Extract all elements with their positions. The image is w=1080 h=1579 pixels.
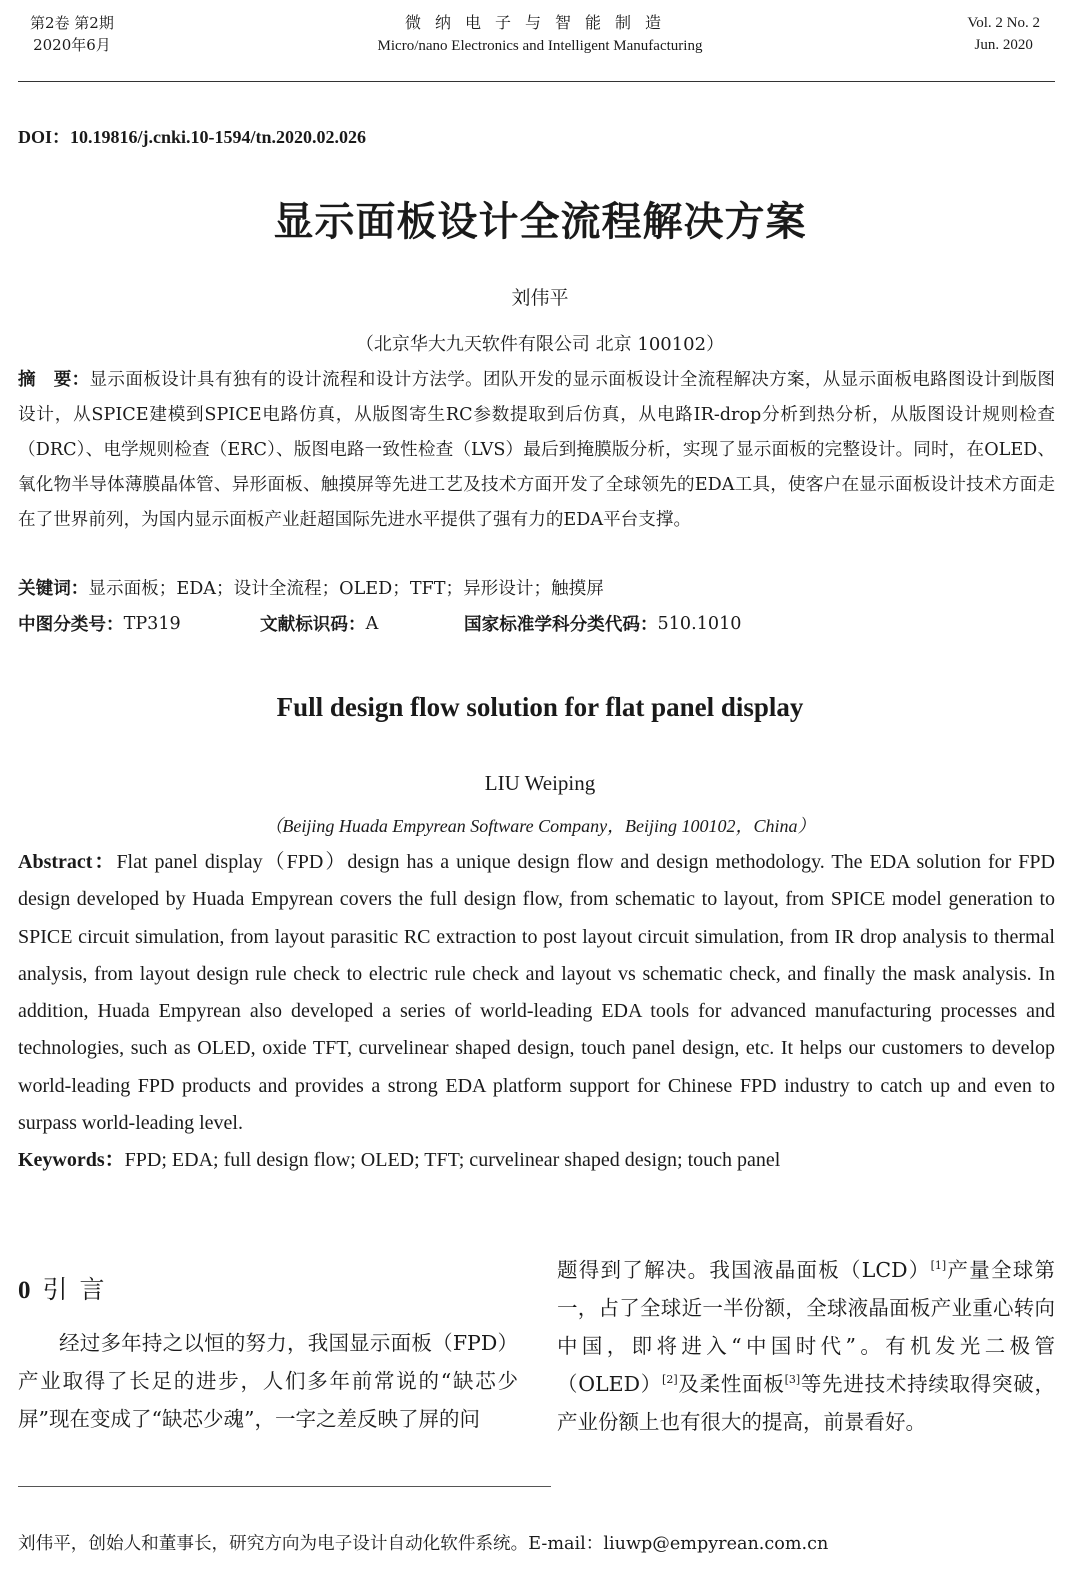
section-heading <box>18 1270 117 1306</box>
keywords-en <box>18 1142 1055 1179</box>
section-number: 0 <box>18 1277 31 1304</box>
abstract-en <box>18 844 1055 1142</box>
classification-row <box>18 607 1055 642</box>
body-right-part4: 等先进技术持续取得突破，产业份额上也有很大的提高，前景看好。 <box>557 1372 1056 1434</box>
body-right-part2: 产量全球第一，占了全球近一半份额，全球液晶面板产业重心转向中国，即将进入“中国时代”。有机发光二极管（OLED） <box>557 1258 1056 1396</box>
header-volume-block <box>30 12 114 56</box>
doc-label: 文献标识码： <box>260 614 366 635</box>
subject-code <box>464 607 742 643</box>
doc-code <box>260 607 379 643</box>
subject-label: 国家标准学科分类代码： <box>464 614 658 635</box>
author-cn: 刘伟平 <box>511 287 569 309</box>
keywords-cn-text: 显示面板；EDA；设计全流程；OLED；TFT；异形设计；触摸屏 <box>88 579 604 599</box>
affiliation-en: （Beijing Huada Empyrean Software Company，Beijing 100102，China） <box>264 816 816 836</box>
abstract-en-text: Flat panel display（FPD）design has a unique design flow and design methodology. The EDA solution for FPD design developed by Huada Empyrean covers the full design flow, from schematic to layout, from SPICE model generation to SPICE circuit simulation, from layout parasitic RC extraction to post layout circuit simulation, from IR drop analysis to thermal analysis, from layout design rule check to electric rule check and layout vs schematic check, and finally the mask analysis. In addition, Huada Empyrean also developed a series of world-leading EDA tools for advanced manufacturing processes and technologies, such as OLED, oxide TFT, curvelinear shaped design, touch panel design, etc. It helps our customers to develop world-leading FPD products and provides a strong EDA platform support for Chinese FPD industry to catch up and even to surpass world-leading level. <box>18 851 1055 1135</box>
body-right-column <box>557 1251 1055 1441</box>
clc-label: 中图分类号： <box>18 614 124 635</box>
keywords-cn <box>18 571 604 607</box>
keywords-cn-label: 关键词： <box>18 578 89 599</box>
abstract-cn-label: 摘 要： <box>18 369 90 390</box>
header-journal-block <box>300 12 780 58</box>
abstract-cn <box>18 362 1055 538</box>
body-right-part3: 及柔性面板 <box>677 1372 785 1396</box>
section-title: 引言 <box>42 1275 117 1304</box>
header-volume-issue-en: Vol. 2 No. 2 <box>967 15 1040 31</box>
paper-title-en: Full design flow solution for flat panel display <box>276 692 804 722</box>
author-en: LIU Weiping <box>484 771 596 795</box>
header-journal-en: Micro/nano Electronics and Intelligent Manufacturing <box>377 38 703 54</box>
keywords-en-label: Keywords： <box>18 1149 125 1171</box>
header-volume-en-block <box>967 12 1040 56</box>
paper-title-cn: 显示面板设计全流程解决方案 <box>273 199 807 245</box>
header-date-en: Jun. 2020 <box>974 37 1033 53</box>
header-volume-issue-cn: 第2卷 第2期 <box>30 14 114 32</box>
header-divider <box>18 81 1055 82</box>
doc-value: A <box>365 614 379 634</box>
doi-text: DOI：10.19816/j.cnki.10-1594/tn.2020.02.026 <box>18 127 367 147</box>
keywords-en-text: FPD; EDA; full design flow; OLED; TFT; curvelinear shaped design; touch panel <box>124 1149 781 1171</box>
body-left-column: 经过多年持之以恒的努力，我国显示面板（FPD）产业取得了长足的进步，人们多年前常说的“缺芯少屏”现在变成了“缺芯少魂”，一字之差反映了屏的问 <box>18 1331 518 1431</box>
affiliation-cn: （北京华大九天软件有限公司 北京 100102） <box>355 334 725 355</box>
citation-ref-2[interactable]: [2] <box>662 1373 678 1386</box>
footnote-divider <box>18 1486 551 1487</box>
abstract-cn-text: 显示面板设计具有独有的设计流程和设计方法学。团队开发的显示面板设计全流程解决方案，从显示面板电路图设计到版图设计，从SPICE建模到SPICE电路仿真，从版图寄生RC参数提取到后仿真，从电路IR-drop分析到热分析，从版图设计规则检查（DRC）、电学规则检查（ERC）、版图电路一致性检查（LVS）最后到掩膜版分析，实现了显示面板的完整设计。同时，在OLED、氧化物半导体薄膜晶体管、异形面板、触摸屏等先进工艺及技术方面开发了全球领先的EDA工具，使客户在显示面板设计技术方面走在了世界前列，为国内显示面板产业赶超国际先进水平提供了强有力的EDA平台支撑。 <box>18 370 1055 530</box>
citation-ref-1[interactable]: [1] <box>930 1259 947 1272</box>
header-date-cn: 2020年6月 <box>33 36 111 54</box>
author-footnote: 刘伟平，创始人和董事长，研究方向为电子设计自动化软件系统。E-mail：liuwp@empyrean.com.cn <box>18 1534 829 1554</box>
citation-ref-3[interactable]: [3] <box>784 1373 801 1386</box>
header-journal-cn: 微纳电子与智能制造 <box>404 13 675 32</box>
abstract-en-label: Abstract： <box>18 851 117 873</box>
subject-value: 510.1010 <box>657 614 742 634</box>
clc-code <box>18 607 181 643</box>
body-right-part1: 题得到了解决。我国液晶面板（LCD） <box>557 1258 931 1282</box>
clc-value: TP319 <box>123 614 181 634</box>
